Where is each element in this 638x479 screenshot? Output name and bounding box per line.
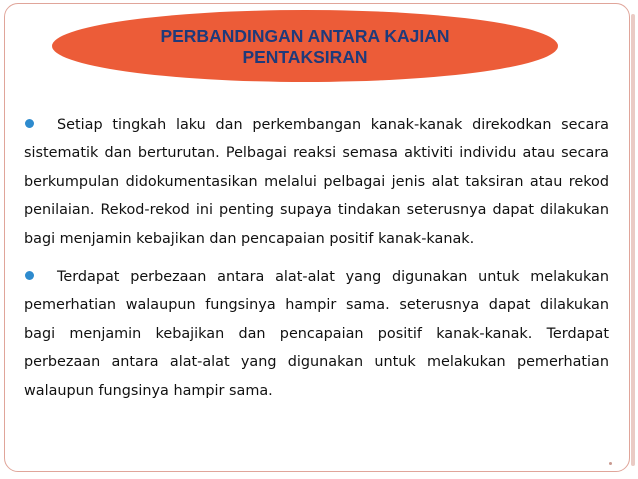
slide-title: PERBANDINGAN ANTARA KAJIAN PENTAKSIRAN bbox=[160, 26, 450, 67]
corner-marker bbox=[609, 462, 612, 465]
title-banner bbox=[52, 10, 558, 82]
bullet-paragraph-1 bbox=[24, 111, 609, 253]
bullet-dot-icon bbox=[25, 271, 34, 280]
bullet-dot-icon bbox=[25, 119, 34, 128]
slide-body bbox=[24, 111, 609, 415]
slide-edge-shadow bbox=[631, 14, 635, 466]
bullet-text-1: Setiap tingkah laku dan perkembangan kanak-kanak direkodkan secara sistematik dan berturutan. Pelbagai reaksi semasa aktiviti individu atau secara berkumpulan didokumentasikan melalui pelbagai jenis alat taksiran atau rekod penilaian. Rekod-rekod ini penting supaya tindakan seterusnya dapat dilakukan bagi menjamin kebajikan dan pencapaian positif kanak-kanak. bbox=[24, 117, 609, 247]
bullet-paragraph-2 bbox=[24, 263, 609, 405]
bullet-text-2: Terdapat perbezaan antara alat-alat yang digunakan untuk melakukan pemerhatian walaupun fungsinya hampir sama. seterusnya dapat dilakukan bagi menjamin kebajikan dan pencapaian positif kanak-kanak. Terdapat perbezaan antara alat-alat yang digunakan untuk melakukan pemerhatian walaupun fungsinya hampir sama. bbox=[24, 269, 609, 399]
